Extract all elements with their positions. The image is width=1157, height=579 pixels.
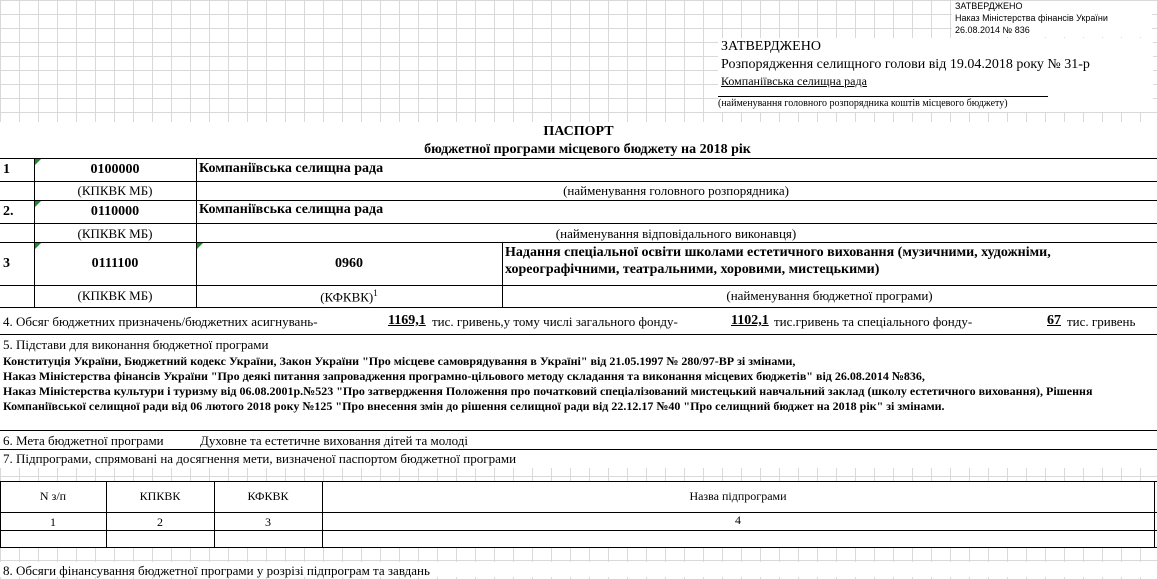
row3-name-line1: Надання спеціальної освіти школами естетичного виховання (музичними, художніми, (505, 245, 1051, 260)
row1-code-caption: (КПКВК МБ) (77, 183, 153, 198)
item4-total-value: 1169,1 (388, 313, 426, 328)
row2-name: Компаніївська селищна рада (199, 202, 384, 217)
approval-title: ЗАТВЕРДЖЕНО (721, 39, 821, 54)
table-header-kfkvk: КФКВК (247, 489, 289, 503)
item5-basis-line: Конституція України, Бюджетний кодекс України, Закон України "Про місцеве самоврядування в Україні" від 21.05.1997 № 280/97-ВР зі змінами, (3, 354, 796, 368)
table-col-number-2: 2 (157, 515, 163, 529)
item4-general-text: тис. гривень,у тому числі загального фонду- (432, 314, 678, 329)
item6-value: Духовне та естетичне виховання дітей та молоді (200, 433, 468, 448)
row1-name-caption: (найменування головного розпорядника) (563, 183, 789, 198)
item4-general-value: 1102,1 (731, 313, 769, 328)
row1-number: 1 (3, 162, 10, 177)
top-note-date: 26.08.2014 № 836 (955, 25, 1030, 35)
row3-number: 3 (3, 256, 10, 271)
table-header-subprogram-name: Назва підпрограми (689, 489, 787, 503)
item5-basis-line: Наказ Міністерства фінансів України "Про деякі питання запровадження програмно-цільового методу складання та виконання місцевих бюджетів" від 26.08.2014 №836, (3, 369, 925, 383)
row2-code: 0110000 (90, 204, 140, 219)
item7-label: 7. Підпрограми, спрямовані на досягнення мети, визначеної паспортом бюджетної програми (3, 451, 517, 466)
top-note-approved: ЗАТВЕРДЖЕНО (955, 1, 1023, 11)
kfkvk-footnote-mark: 1 (373, 288, 378, 298)
row3-name-caption: (найменування бюджетної програми) (726, 288, 933, 303)
top-note-order: Наказ Міністерства фінансів України (955, 13, 1108, 23)
item4-unit: тис. гривень (1067, 314, 1136, 329)
approval-org-caption: (найменування головного розпорядника коштів місцевого бюджету) (718, 98, 1008, 109)
passport-subtitle: бюджетної програми місцевого бюджету на 2018 рік (424, 142, 751, 157)
approval-org: Компаніївська селищна рада (721, 74, 867, 88)
table-col-number-4: 4 (735, 513, 741, 527)
row2-number: 2. (3, 204, 14, 219)
table-header-kpkvk: КПКВК (139, 489, 181, 503)
table-col-number-3: 3 (265, 515, 271, 529)
item4-label: 4. Обсяг бюджетних призначень/бюджетних асигнувань- (3, 314, 318, 329)
row2-name-caption: (найменування відповідального виконавця) (555, 226, 797, 241)
row2-code-caption: (КПКВК МБ) (77, 226, 153, 241)
row1-code: 0100000 (90, 162, 140, 177)
row3-code-caption: (КПКВК МБ) (77, 288, 153, 303)
kfkvk-caption-text: (КФКВК) (320, 289, 374, 305)
item4-special-value: 67 (1047, 313, 1061, 328)
row1-name: Компаніївська селищна рада (199, 161, 384, 176)
item5-basis-line: Наказ Міністерства культури і туризму від 06.08.2001р.№523 "Про затвердження Положення про початковий спеціалізований мистецький навчальний заклад (школу естетичного виховання), Рішення (3, 384, 1093, 398)
item5-label: 5. Підстави для виконання бюджетної програми (3, 337, 269, 352)
table-header-number: N з/п (39, 489, 67, 503)
row3-code: 0111100 (91, 256, 139, 271)
approval-order: Розпорядження селищного голови від 19.04.2018 року № 31-р (721, 57, 1090, 72)
row3-kfkvk-caption (196, 288, 502, 305)
row3-name-line2: хореографічними, театральними, хоровими, мистецькими) (505, 262, 880, 277)
table-col-number-1: 1 (50, 515, 56, 529)
item5-basis-line: Компаніївської селищної ради від 06 лютого 2018 року №125 "Про внесення змін до рішення селищної ради від 22.12.17 №40 "Про селищний бюджет на 2018 рік" зі змінами. (3, 399, 945, 413)
passport-title: ПАСПОРТ (543, 124, 614, 139)
item4-special-text: тис.гривень та спеціального фонду- (774, 314, 973, 329)
item8-label: 8. Обсяги фінансування бюджетної програми у розрізі підпрограм та завдань (3, 563, 430, 578)
row3-kfkvk: 0960 (335, 256, 363, 271)
item6-label: 6. Мета бюджетної програми (3, 433, 164, 448)
